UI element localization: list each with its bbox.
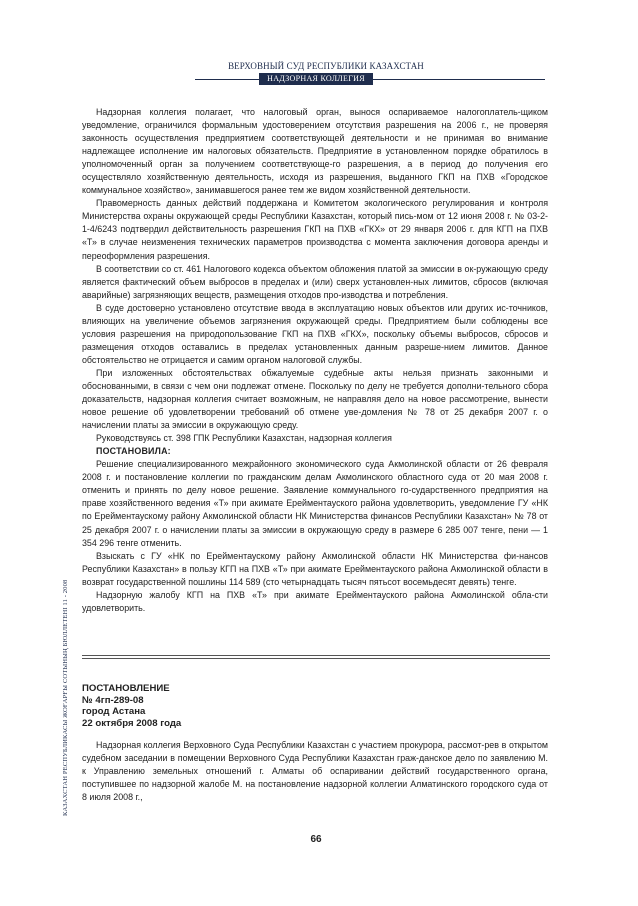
decree-date: 22 октября 2008 года <box>82 717 182 729</box>
paragraph-8: Взыскать с ГУ «НК по Ерейментаускому району Акмолинской области НК Министерства фи-нансов Республики Казахстан» в пользу КГП на ПХВ «Т» при акимате Ерейментауского района Акмолинской области в возврат государственной пошлины 114 589 (сто четырнадцать тысяч пятьсот восемьдесят девять) тенге. <box>82 550 548 587</box>
paragraph-6: Руководствуясь ст. 398 ГПК Республики Казахстан, надзорная коллегия <box>96 433 392 444</box>
ruling-heading: ПОСТАНОВИЛА: <box>96 446 171 457</box>
paragraph-5: При изложенных обстоятельствах обжалуемые судебные акты нельзя признать законными и обоснованными, в связи с чем они подлежат отмене. Поскольку по делу не требуется дополни-тельного сбора доказательств, надзорная коллегия считает возможным, не направляя дело на новое рассмотрение, вынести новое решение об удовлетворении требований об отмене уве-домления № 78 от 25 декабря 2007 г. о начислении платы за эмиссии в окружающую среду. <box>82 367 548 431</box>
paragraph-4: В суде достоверно установлено отсутствие ввода в эксплуатацию новых объектов или других ис-точников, влияющих на увеличение объемов загрязнения окружающей среды. Предприятием были соблюдены все условия разрешения на природопользование ГКП на ПХВ «ГКХ», поскольку объемы выбросов, сбросов и размещения отходов оставались в пределах установленных данным разреше-нием лимитов. Данное обстоятельство не отрицается и самим органом налоговой службы. <box>82 302 548 365</box>
paragraph-9: Надзорную жалобу КГП на ПХВ «Т» при акимате Ерейментауского района Акмолинской обла-сти удовлетворить. <box>82 589 548 613</box>
section-badge: НАДЗОРНАЯ КОЛЛЕГИЯ <box>259 73 373 85</box>
vertical-journal-title: КАЗАХСТАН РЕСПУБЛИКАСЫ ЖОҒАРҒЫ СОТЫНЫҢ БЮЛЛЕТЕНІ 11 - 2008 <box>62 579 69 816</box>
header-rule-right <box>373 79 545 80</box>
paragraph-1: Надзорная коллегия полагает, что налоговый орган, вынося оспариваемое налогоплатель-щиком уведомление, ограничился формальным удостоверением отсутствия разрешения на 2006 г., не проверяя законность осуществления предприятием соответствующей деятельности и не принимая во внимание надлежащее исполнение им налоговых обязательств. Предприятие в установленном порядке обратилось в уполномоченный орган за получением соответствующе-го разрешения, а в период до получения его осуществляло хозяйственную деятельность, исходя из разрешения, выданного ГКП на ПХВ «Городское коммунальное хозяйство», занимавшегося ранее тем же видом хозяйственной деятельности. <box>82 107 548 196</box>
main-text <box>82 106 548 615</box>
paragraph-2: Правомерность данных действий поддержана и Комитетом экологического регулирования и контроля Министерства охраны окружающей среды Республики Казахстан, который пись-мом от 12 июня 2008 г. № 03-2-1-4/6243 подтвердил действительность разрешения ГКП на ПХВ «ГКХ» от 29 января 2006 г. для КГП на ПХВ «Т» в случае неизменения технических параметров производства с момента заключения договора аренды и переоформления разрешения. <box>82 198 548 261</box>
paragraph-7: Решение специализированного межрайонного экономического суда Акмолинской области от 26 февраля 2008 г. и постановление коллегии по гражданским делам Акмолинского областного суда от 20 мая 2008 г. отменить и принять по делу новое решение. Заявление коммунального го-сударственного предприятия на праве хозяйственного ведения «Т» при акимате Ерейментауского района удовлетворить, уведомление ГУ «НК по Ерейментаускому району Акмолинской области НК Министерства финансов Республики Казахстан» № 78 от 25 декабря 2007 г. о начислении платы за эмиссии в окружающую среду в размере 6 285 007 тенге, пени — 1 354 296 тенге отменить. <box>82 459 548 548</box>
decree-heading: ПОСТАНОВЛЕНИЕ <box>82 683 170 694</box>
paragraph-3: В соответствии со ст. 461 Налогового кодекса объектом обложения платой за эмиссии в ок-ружающую среду является фактический объем выбросов в пределах и (или) сверх установлен-ных лимитов, сбросов (включая аварийные) загрязняющих веществ, размещения отходов про-изводства и потребления. <box>82 263 548 300</box>
decree-paragraph-1: Надзорная коллегия Верховного Суда Республики Казахстан с участием прокурора, рассмот-рев в открытом судебном заседании в помещении Верховного Суда Республики Казахстан граж-данское дело по заявлению М. к Управлению земельных отношений г. Алматы об оспаривании действий государственного органа, поступившее по надзорной жалобе М. на постановление надзорной коллегии Алматинского городского суда от 8 июля 2008 г., <box>82 740 548 803</box>
section-divider <box>82 655 550 656</box>
decree-number: № 4гп-289-08 <box>82 694 144 706</box>
page-number: 66 <box>310 834 322 845</box>
section-divider-lower <box>82 658 550 659</box>
decree-header <box>82 683 548 729</box>
header-rule-left <box>195 79 259 80</box>
decree-city: город Астана <box>82 706 146 718</box>
court-name-header: ВЕРХОВНЫЙ СУД РЕСПУБЛИКИ КАЗАХСТАН <box>228 61 424 71</box>
decree-text <box>82 739 548 804</box>
